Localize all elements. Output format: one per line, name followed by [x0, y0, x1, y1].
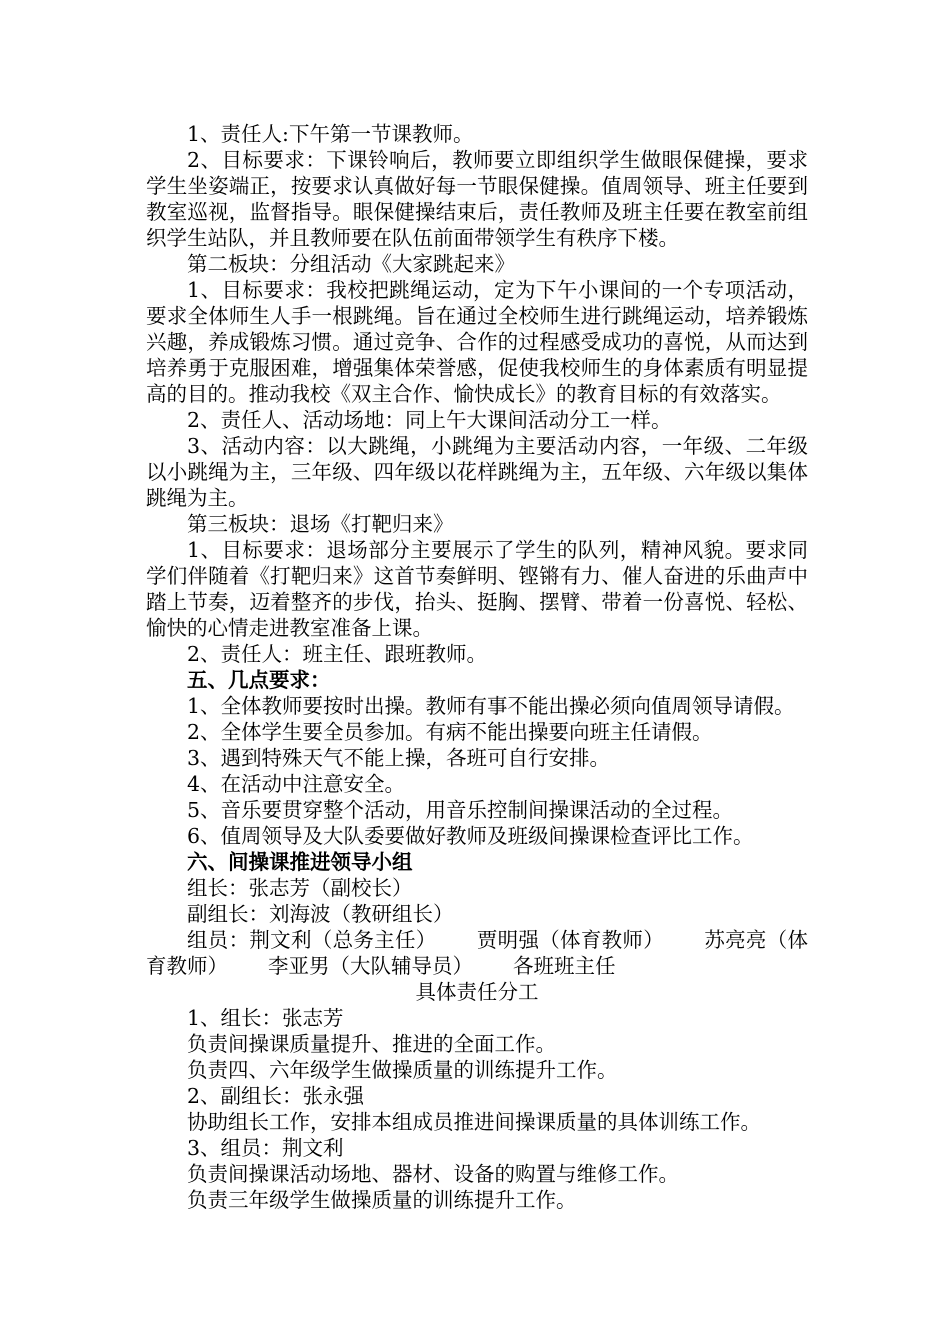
paragraph: 协助组长工作，安排本组成员推进间操课质量的具体训练工作。	[187, 1110, 761, 1134]
members-label: 组员：	[187, 928, 250, 952]
paragraph: 1、目标要求：退场部分主要展示了学生的队列，精神风貌。要求同学们伴随着《打靶归来》这首节奏鲜明、铿锵有力、催人奋进的乐曲声中踏上节奏，迈着整齐的步伐，抬头、挺胸、摆臂、带着一份喜悦、轻松、愉快的心情走进教室准备上课。	[146, 538, 808, 640]
member-item: 贾明强（体育教师）	[476, 928, 665, 952]
member-item: 荆文利（总务主任）	[249, 928, 437, 952]
paragraph: 3、活动内容：以大跳绳，小跳绳为主要活动内容，一年级、二年级以小跳绳为主，三年级、四年级以花样跳绳为主，五年级、六年级以集体跳绳为主。	[146, 434, 808, 510]
paragraph: 2、副组长：张永强	[187, 1084, 365, 1108]
paragraph: 5、音乐要贯穿整个活动，用音乐控制间操课活动的全过程。	[187, 798, 734, 822]
member-item: 李亚男（大队辅导员）	[268, 954, 473, 978]
paragraph: 3、组员：荆文利	[187, 1136, 344, 1160]
paragraph-group-1	[146, 121, 808, 927]
paragraph: 副组长：刘海波（教研组长）	[187, 902, 454, 926]
paragraph: 4、在活动中注意安全。	[187, 772, 406, 796]
paragraph: 负责间操课质量提升、推进的全面工作。	[187, 1032, 556, 1056]
member-item: 各班班主任	[513, 954, 616, 978]
paragraph: 1、目标要求：我校把跳绳运动，定为下午小课间的一个专项活动，要求全体师生人手一根跳绳。旨在通过全校师生进行跳绳运动，培养锻炼兴趣，养成锻炼习惯。通过竞争、合作的过程感受成功的喜悦，从而达到培养勇于克服困难，增强集体荣誉感，促使我校师生的身体素质有明显提高的目的。推动我校《双主合作、愉快成长》的教育目标的有效落实。	[146, 278, 808, 406]
paragraph-group-2	[146, 979, 808, 1213]
paragraph: 3、遇到特殊天气不能上操，各班可自行安排。	[187, 746, 611, 770]
section-heading: 具体责任分工	[415, 980, 539, 1004]
paragraph: 2、责任人、活动场地：同上午大课间活动分工一样。	[187, 408, 672, 432]
members-paragraph	[146, 927, 808, 979]
paragraph: 1、责任人:下午第一节课教师。	[187, 122, 474, 146]
paragraph: 第二板块：分组活动《大家跳起来》	[187, 252, 515, 276]
paragraph: 2、目标要求：下课铃响后，教师要立即组织学生做眼保健操，要求学生坐姿端正，按要求认真做好每一节眼保健操。值周领导、班主任要到教室巡视，监督指导。眼保健操结束后，责任教师及班主任要在教室前组织学生站队，并且教师要在队伍前面带领学生有秩序下楼。	[146, 148, 808, 250]
member-item: 苏亮亮（体育教师）	[146, 928, 809, 978]
section-heading: 五、几点要求：	[187, 668, 331, 692]
paragraph: 负责间操课活动场地、器材、设备的购置与维修工作。	[187, 1162, 679, 1186]
document-body	[146, 121, 808, 1213]
paragraph: 6、值周领导及大队委要做好教师及班级间操课检查评比工作。	[187, 824, 754, 848]
paragraph: 负责四、六年级学生做操质量的训练提升工作。	[187, 1058, 618, 1082]
paragraph: 1、组长：张志芳	[187, 1006, 344, 1030]
paragraph: 2、责任人：班主任、跟班教师。	[187, 642, 488, 666]
paragraph: 1、全体教师要按时出操。教师有事不能出操必须向值周领导请假。	[187, 694, 795, 718]
section-heading: 六、间操课推进领导小组	[187, 850, 413, 874]
paragraph: 组长：张志芳（副校长）	[187, 876, 413, 900]
paragraph: 第三板块：退场《打靶归来》	[187, 512, 454, 536]
paragraph: 2、全体学生要全员参加。有病不能出操要向班主任请假。	[187, 720, 713, 744]
paragraph: 负责三年级学生做操质量的训练提升工作。	[187, 1188, 577, 1212]
